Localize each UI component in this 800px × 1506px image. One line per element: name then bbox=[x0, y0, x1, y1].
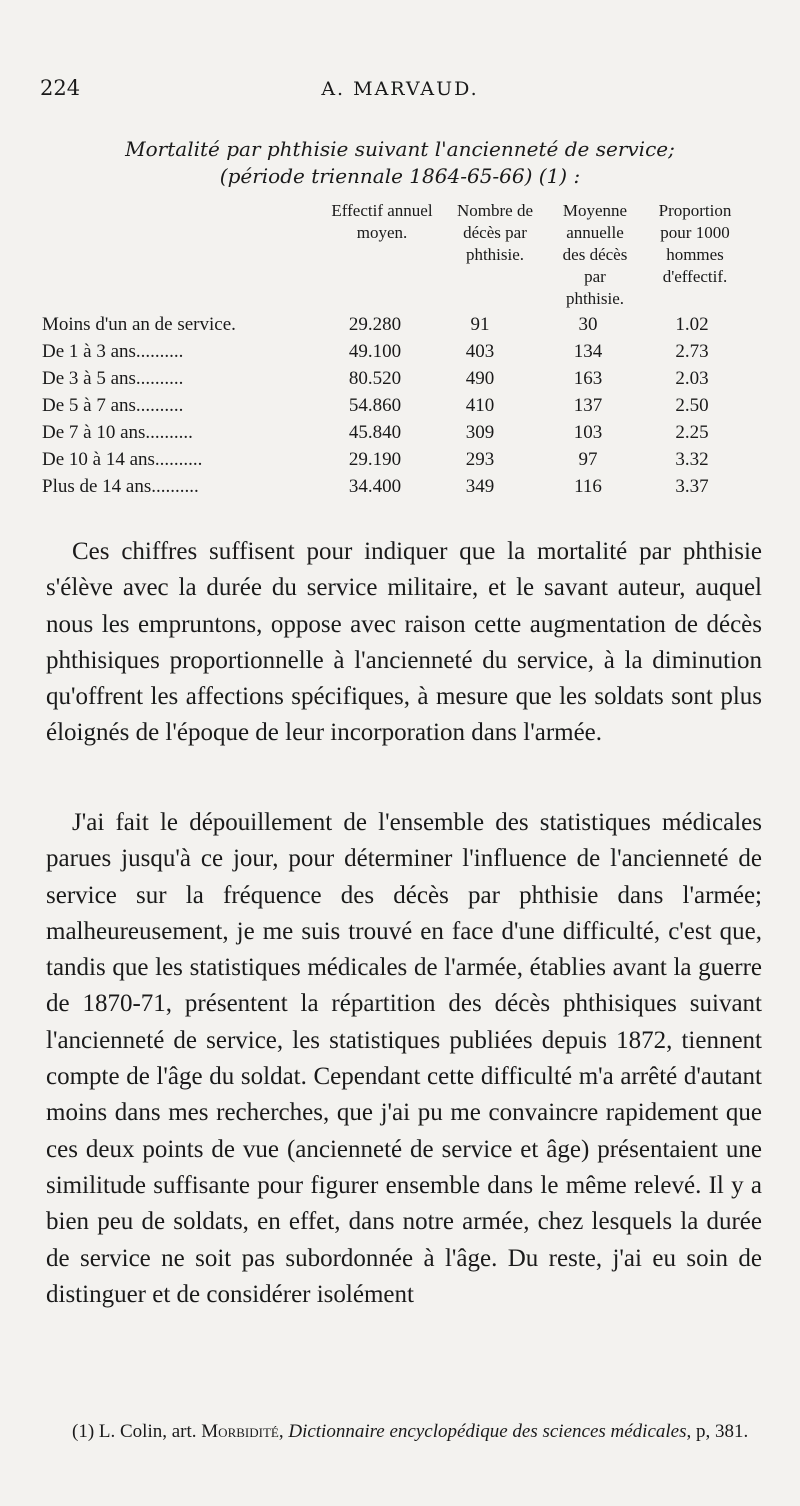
cell-deces: 91 bbox=[470, 314, 490, 335]
cell-effectif: 29.190 bbox=[348, 449, 402, 470]
table-row bbox=[0, 395, 800, 422]
cell-effectif: 80.520 bbox=[348, 368, 402, 389]
cell-deces: 349 bbox=[465, 476, 495, 497]
footnote-page: , p, 381. bbox=[686, 1421, 749, 1442]
header-line: phthisie. bbox=[465, 245, 525, 264]
header-line: des décès bbox=[562, 245, 628, 264]
running-head: A. MARVAUD. bbox=[321, 78, 479, 100]
cell-moyenne: 134 bbox=[573, 341, 603, 362]
cell-deces: 410 bbox=[465, 395, 495, 416]
cell-effectif: 45.840 bbox=[348, 422, 402, 443]
header-line: d'effectif. bbox=[662, 267, 728, 286]
cell-proportion: 2.73 bbox=[675, 341, 709, 362]
header-line: hommes bbox=[666, 245, 724, 264]
cell-deces: 403 bbox=[465, 341, 495, 362]
cell-proportion: 2.25 bbox=[675, 422, 709, 443]
footnote-article: Morbidité bbox=[201, 1421, 279, 1442]
cell-deces: 293 bbox=[465, 449, 495, 470]
table-caption bbox=[60, 136, 740, 190]
cell-moyenne: 116 bbox=[574, 476, 602, 497]
column-header-nombre bbox=[440, 200, 550, 266]
cell-effectif: 49.100 bbox=[348, 341, 402, 362]
footnote-source: Dictionnaire encyclopédique des sciences médicales bbox=[288, 1421, 687, 1442]
cell-moyenne: 137 bbox=[573, 395, 603, 416]
cell-proportion: 2.03 bbox=[675, 368, 709, 389]
header-line: phthisie. bbox=[565, 289, 625, 308]
footnote-marker: (1) L. Colin, art. bbox=[72, 1421, 202, 1442]
cell-proportion: 1.02 bbox=[675, 314, 709, 335]
row-label: Moins d'un an de service. bbox=[42, 314, 236, 335]
header-line: Effectif annuel bbox=[331, 201, 433, 220]
column-header-moyenne bbox=[540, 200, 650, 310]
header-line: moyen. bbox=[356, 223, 408, 242]
table-row bbox=[0, 314, 800, 341]
header-line: Nombre de bbox=[456, 201, 533, 220]
table-row bbox=[0, 341, 800, 368]
row-label: De 10 à 14 ans.......... bbox=[42, 449, 203, 470]
cell-effectif: 54.860 bbox=[348, 395, 402, 416]
table-row bbox=[0, 422, 800, 449]
row-label: De 1 à 3 ans.......... bbox=[42, 341, 184, 362]
cell-proportion: 3.37 bbox=[675, 476, 709, 497]
row-label: De 7 à 10 ans.......... bbox=[42, 422, 193, 443]
cell-moyenne: 103 bbox=[573, 422, 603, 443]
cell-moyenne: 97 bbox=[578, 449, 598, 470]
table-caption-line-1: Mortalité par phthisie suivant l'ancienneté de service; bbox=[125, 137, 675, 161]
cell-effectif: 29.280 bbox=[348, 314, 402, 335]
table-caption-line-2: (période triennale 1864-65-66) (1) : bbox=[219, 164, 581, 188]
table-column-headers bbox=[0, 200, 800, 310]
table-row bbox=[0, 476, 800, 503]
cell-moyenne: 30 bbox=[578, 314, 598, 335]
cell-proportion: 2.50 bbox=[675, 395, 709, 416]
header-line: Proportion bbox=[658, 201, 732, 220]
header-line: pour 1000 bbox=[660, 223, 730, 242]
row-label: De 5 à 7 ans.......... bbox=[42, 395, 184, 416]
footnote bbox=[46, 1418, 762, 1446]
column-header-proportion bbox=[640, 200, 750, 288]
cell-deces: 490 bbox=[465, 368, 495, 389]
footnote-separator: , bbox=[278, 1421, 289, 1442]
cell-deces: 309 bbox=[465, 422, 495, 443]
cell-moyenne: 163 bbox=[573, 368, 603, 389]
page-header bbox=[40, 76, 760, 108]
body-paragraph-1: Ces chiffres suffisent pour indiquer que la mortalité par phthisie s'élève avec la durée du service militaire, et le savant auteur, auquel nous les empruntons, oppose avec raison cette augmentation de décès phthisiques proportionnelle à l'ancienneté du service, à la diminution qu'offrent les affections spécifiques, à mesure que les soldats sont plus éloignés de l'époque de leur incorporation dans l'armée. bbox=[46, 538, 762, 747]
body-paragraph-2: J'ai fait le dépouillement de l'ensemble des statistiques médicales parues jusqu'à ce jour, pour déterminer l'influence de l'ancienneté de service sur la fréquence des décès par phthisie dans l'armée; malheureusement, je me suis trouvé en face d'une difficulté, c'est que, tandis que les statistiques médicales de l'armée, établies avant la guerre de 1870-71, présentent la répartition des décès phthisiques suivant l'ancienneté de service, les statistiques publiées depuis 1872, tiennent compte de l'âge du soldat. Cependant cette difficulté m'a arrêté d'autant moins dans mes recherches, que j'ai pu me convaincre rapidement que ces deux points de vue (ancienneté de service et âge) présentaient une similitude suffisante pour figurer ensemble dans le même relevé. Il y a bien peu de soldats, en effet, dans notre armée, chez lesquels la durée de service ne soit pas subordonnée à l'âge. Du reste, j'ai eu soin de distinguer et de considérer isolément bbox=[46, 809, 762, 1308]
row-label: Plus de 14 ans.......... bbox=[42, 476, 199, 497]
table-row bbox=[0, 449, 800, 476]
page-number: 224 bbox=[40, 76, 81, 100]
cell-effectif: 34.400 bbox=[348, 476, 402, 497]
header-line: par bbox=[584, 267, 606, 286]
row-label: De 3 à 5 ans.......... bbox=[42, 368, 184, 389]
header-line: Moyenne bbox=[562, 201, 628, 220]
cell-proportion: 3.32 bbox=[675, 449, 709, 470]
header-line: décès par bbox=[463, 223, 527, 242]
header-line: annuelle bbox=[566, 223, 624, 242]
column-header-effectif bbox=[312, 200, 452, 244]
table-row bbox=[0, 368, 800, 395]
